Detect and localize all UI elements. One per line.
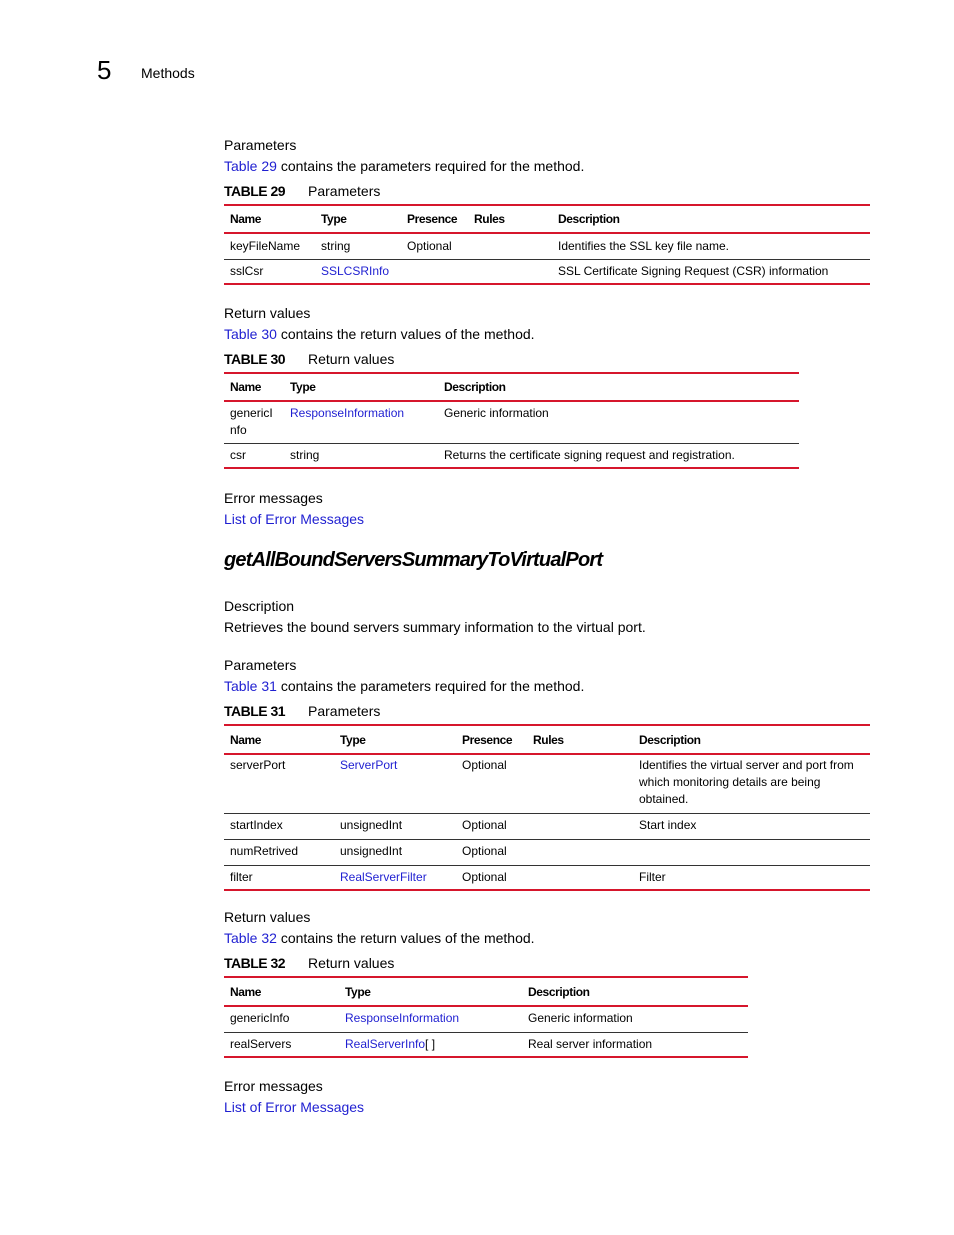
table-cell: realServers	[230, 1036, 292, 1051]
column-header: Description	[444, 380, 506, 394]
table-31-number: TABLE 31	[224, 703, 286, 719]
table-32	[224, 976, 748, 1058]
error-messages-link[interactable]: List of Error Messages	[224, 511, 365, 527]
table-cell: string	[321, 239, 351, 253]
table-cell: unsignedInt	[340, 817, 403, 832]
table-cell: string	[290, 447, 320, 462]
error-messages-heading: Error messages	[224, 1078, 323, 1094]
table-cell: Optional	[462, 817, 507, 832]
table-row	[224, 443, 799, 468]
table-cell: genericInfo	[230, 1011, 290, 1025]
table-30	[224, 372, 799, 469]
table-29-title: Parameters	[308, 183, 381, 199]
table-cell: Real server information	[528, 1036, 653, 1051]
table-cell	[633, 839, 870, 865]
table-32-number: TABLE 32	[224, 955, 286, 971]
description-text: Retrieves the bound servers summary information to the virtual port.	[224, 619, 646, 635]
column-header: Description	[528, 984, 590, 999]
error-messages-heading: Error messages	[224, 490, 323, 506]
type-link-sslcsrinfo[interactable]: SSLCSRInfo	[321, 263, 390, 278]
return-values-intro-text: contains the return values of the method.	[276, 930, 535, 946]
table-cell	[401, 259, 468, 284]
table-cell: Generic information	[444, 406, 549, 420]
table-cell	[527, 754, 633, 813]
table-cell: Optional	[462, 869, 507, 884]
table-30-link[interactable]: Table 30	[224, 326, 277, 342]
description-heading: Description	[224, 598, 295, 614]
type-link-responseinformation[interactable]: ResponseInformation	[290, 406, 405, 420]
parameters-heading: Parameters	[224, 137, 297, 153]
array-suffix: [ ]	[425, 1036, 436, 1051]
table-row	[224, 259, 870, 284]
method-title: getAllBoundServersSummaryToVirtualPort	[224, 549, 603, 571]
column-header: Type	[290, 380, 316, 394]
table-29-caption	[224, 183, 381, 201]
table-31	[224, 724, 870, 891]
table-32-title: Return values	[308, 955, 395, 971]
table-cell: sslCsr	[230, 263, 264, 278]
table-row	[224, 1006, 748, 1032]
column-header: Name	[230, 732, 262, 747]
table-31-link[interactable]: Table 31	[224, 678, 277, 694]
column-header: Description	[639, 732, 701, 747]
table-row	[224, 839, 870, 865]
table-cell: serverPort	[230, 758, 286, 772]
table-cell	[468, 259, 552, 284]
table-cell	[527, 839, 633, 865]
table-cell: startIndex	[230, 817, 283, 832]
table-cell: Optional	[462, 843, 507, 858]
table-cell: Returns the certificate signing request and registration.	[444, 447, 735, 462]
table-row	[224, 401, 799, 443]
table-cell	[468, 233, 552, 259]
column-header: Name	[230, 984, 262, 999]
table-cell: Generic information	[528, 1011, 633, 1025]
table-row	[224, 865, 870, 890]
return-values-intro-text: contains the return values of the method.	[276, 326, 535, 342]
table-cell: Optional	[407, 239, 452, 253]
return-values-heading: Return values	[224, 305, 311, 321]
table-row	[224, 1032, 748, 1057]
table-30-number: TABLE 30	[224, 351, 286, 367]
table-30-caption	[224, 351, 395, 369]
table-cell	[527, 865, 633, 890]
table-32-link[interactable]: Table 32	[224, 930, 277, 946]
column-header: Name	[230, 212, 262, 226]
column-header: Description	[558, 212, 620, 226]
table-cell: Filter	[639, 869, 666, 884]
table-cell	[527, 813, 633, 839]
chapter-number: 5	[97, 55, 112, 85]
table-32-caption	[224, 955, 395, 973]
type-link-responseinformation[interactable]: ResponseInformation	[345, 1011, 460, 1025]
table-31-caption	[224, 703, 381, 721]
type-link-realserverfilter[interactable]: RealServerFilter	[340, 869, 427, 884]
table-cell: Start index	[639, 817, 697, 832]
type-link-realserverinfo[interactable]: RealServerInfo	[345, 1036, 426, 1051]
table-cell: keyFileName	[230, 239, 301, 253]
column-header: Name	[230, 380, 262, 394]
table-31-title: Parameters	[308, 703, 381, 719]
parameters-intro-text: contains the parameters required for the method.	[276, 678, 585, 694]
chapter-title: Methods	[141, 65, 195, 81]
column-header: Rules	[533, 732, 564, 747]
table-cell: unsignedInt	[340, 843, 403, 858]
column-header: Rules	[474, 212, 505, 226]
return-values-intro	[224, 326, 535, 342]
table-cell: Optional	[462, 758, 507, 772]
table-29-number: TABLE 29	[224, 183, 286, 199]
table-cell: genericI nfo	[230, 406, 273, 437]
column-header: Type	[340, 732, 366, 747]
table-29-link[interactable]: Table 29	[224, 158, 277, 174]
parameters-intro	[224, 678, 584, 694]
column-header: Presence	[462, 732, 513, 747]
column-header: Presence	[407, 212, 458, 226]
table-cell: Identifies the virtual server and port from which monitoring details are being obtained.	[639, 758, 854, 806]
parameters-intro	[224, 158, 584, 174]
return-values-intro	[224, 930, 535, 946]
parameters-heading: Parameters	[224, 657, 297, 673]
table-row	[224, 813, 870, 839]
parameters-intro-text: contains the parameters required for the method.	[276, 158, 585, 174]
table-cell: csr	[230, 447, 246, 462]
table-cell: filter	[230, 869, 253, 884]
table-cell: numRetrived	[230, 843, 299, 858]
table-row	[224, 233, 870, 259]
table-30-title: Return values	[308, 351, 395, 367]
type-link-serverport[interactable]: ServerPort	[340, 758, 398, 772]
table-cell: Identifies the SSL key file name.	[558, 239, 729, 253]
table-cell: SSL Certificate Signing Request (CSR) information	[558, 263, 829, 278]
return-values-heading: Return values	[224, 909, 311, 925]
table-29	[224, 204, 870, 285]
column-header: Type	[345, 984, 371, 999]
table-row	[224, 754, 870, 813]
error-messages-link[interactable]: List of Error Messages	[224, 1099, 365, 1115]
column-header: Type	[321, 212, 347, 226]
